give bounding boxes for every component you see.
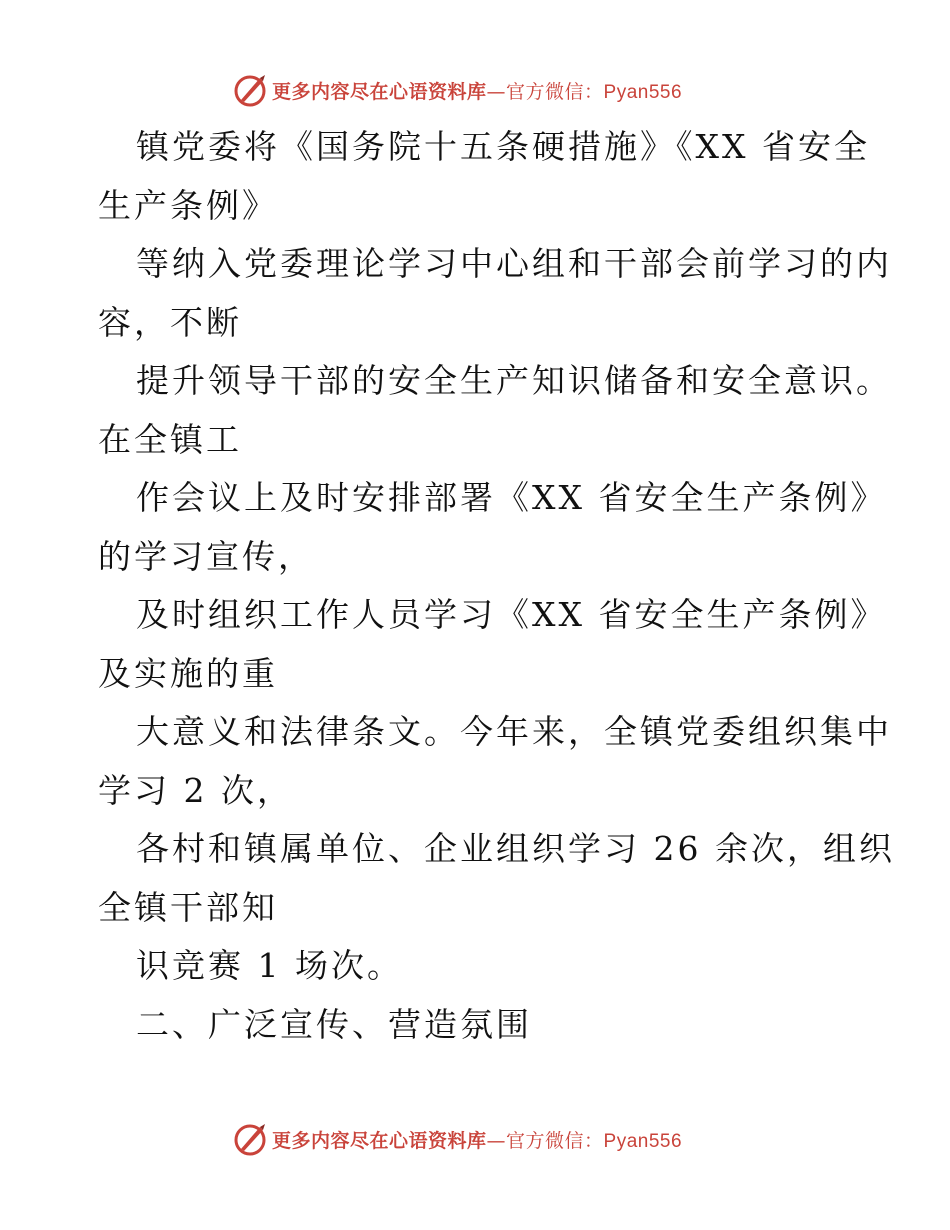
paragraph-line: 及实施的重 [98, 653, 278, 693]
paragraph-line: 各村和镇属单位、企业组织学习 26 余次，组织 [136, 829, 895, 868]
paragraph-line: 作会议上及时安排部署《XX 省安全生产条例》 [136, 478, 887, 517]
paragraph-line: 等纳入党委理论学习中心组和干部会前学习的内 [136, 244, 892, 283]
paragraph-line: 镇党委将《国务院十五条硬措施》《XX 省安全 [136, 127, 870, 166]
paragraph-line: 全镇干部知 [98, 887, 278, 927]
quill-logo-icon [232, 72, 268, 108]
paragraph-line: 的学习宣传， [98, 536, 314, 576]
footer-brand-text: 更多内容尽在心语资料库 [272, 1129, 487, 1152]
paragraph-line: 及时组织工作人员学习《XX 省安全生产条例》 [136, 595, 887, 634]
footer-wechat-label: 官方微信： [506, 1129, 604, 1152]
paragraph-line: 提升领导干部的安全生产知识储备和安全意识。 [136, 361, 892, 400]
header-wechat-id: Pyan556 [603, 81, 683, 103]
footer-banner [232, 1120, 682, 1158]
paragraph-line: 容，不断 [98, 302, 242, 342]
header-brand-text: 更多内容尽在心语资料库 [272, 80, 487, 103]
header-wechat-label: 官方微信： [506, 80, 604, 103]
paragraph-line: 二、广泛宣传、营造氛围 [136, 1004, 532, 1044]
document-body [98, 118, 895, 1054]
quill-logo-icon [232, 1121, 268, 1157]
paragraph-line: 在全镇工 [98, 419, 242, 459]
paragraph-line: 生产条例》 [98, 185, 278, 225]
paragraph-line: 识竞赛 1 场次。 [136, 946, 403, 985]
footer-wechat-id: Pyan556 [603, 1130, 683, 1152]
paragraph-line: 大意义和法律条文。今年来，全镇党委组织集中 [136, 712, 892, 751]
footer-dash: — [486, 1129, 507, 1152]
header-banner [232, 71, 682, 109]
header-dash: — [486, 80, 507, 103]
header-banner-text [272, 77, 682, 104]
paragraph-line: 学习 2 次， [98, 770, 293, 810]
footer-banner-text [272, 1126, 682, 1153]
